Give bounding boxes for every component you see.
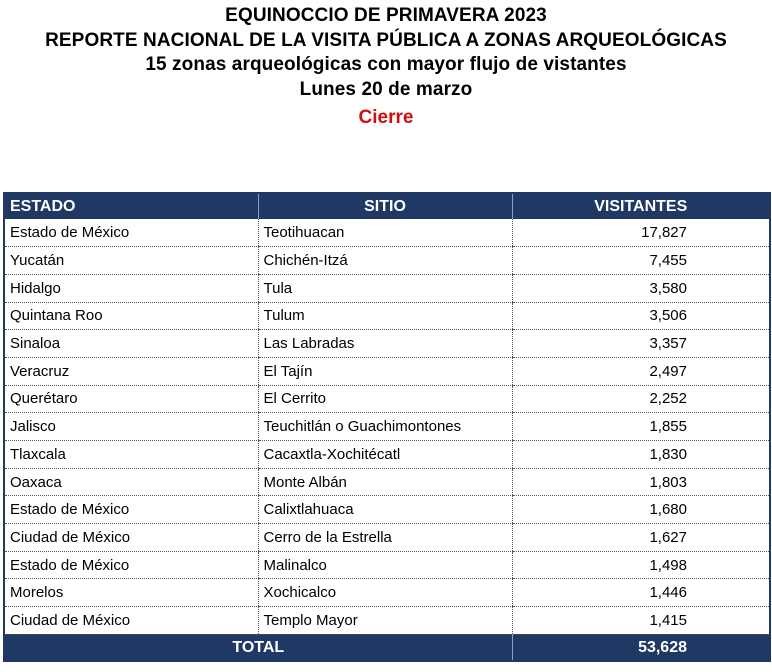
report-header (0, 0, 772, 132)
cell-visitantes: 7,455 (512, 247, 770, 275)
cell-estado: Veracruz (4, 357, 258, 385)
cell-visitantes: 3,580 (512, 274, 770, 302)
cell-visitantes: 1,680 (512, 496, 770, 524)
table-row (4, 551, 770, 579)
column-header-estado: ESTADO (4, 193, 258, 219)
cell-visitantes: 1,830 (512, 441, 770, 469)
cell-sitio: Templo Mayor (258, 607, 512, 635)
table-row (4, 274, 770, 302)
cell-estado: Estado de México (4, 551, 258, 579)
cell-sitio: Cacaxtla-Xochitécatl (258, 441, 512, 469)
cell-estado: Morelos (4, 579, 258, 607)
table-row (4, 330, 770, 358)
table-row (4, 579, 770, 607)
cell-visitantes: 3,506 (512, 302, 770, 330)
cell-estado: Ciudad de México (4, 524, 258, 552)
table-header-row (4, 193, 770, 219)
table-row (4, 413, 770, 441)
table-row (4, 385, 770, 413)
total-value: 53,628 (512, 634, 770, 661)
cell-sitio: Xochicalco (258, 579, 512, 607)
cell-sitio: Tulum (258, 302, 512, 330)
column-header-sitio: SITIO (258, 193, 512, 219)
total-row (4, 634, 770, 661)
table-row (4, 441, 770, 469)
table-row (4, 357, 770, 385)
cell-visitantes: 17,827 (512, 219, 770, 247)
cell-sitio: Teotihuacan (258, 219, 512, 247)
cell-estado: Querétaro (4, 385, 258, 413)
table-row (4, 468, 770, 496)
report-date: Lunes 20 de marzo (299, 78, 473, 100)
cell-estado: Tlaxcala (4, 441, 258, 469)
report-subtitle: REPORTE NACIONAL DE LA VISITA PÚBLICA A ZONAS ARQUEOLÓGICAS (45, 29, 727, 51)
cell-sitio: Calixtlahuaca (258, 496, 512, 524)
status-label: Cierre (358, 107, 414, 128)
cell-estado: Estado de México (4, 496, 258, 524)
cell-sitio: El Tajín (258, 357, 512, 385)
cell-sitio: Las Labradas (258, 330, 512, 358)
cell-sitio: Cerro de la Estrella (258, 524, 512, 552)
cell-sitio: El Cerrito (258, 385, 512, 413)
table-row (4, 247, 770, 275)
table-row (4, 302, 770, 330)
cell-estado: Yucatán (4, 247, 258, 275)
cell-visitantes: 2,252 (512, 385, 770, 413)
cell-estado: Ciudad de México (4, 607, 258, 635)
cell-visitantes: 1,803 (512, 468, 770, 496)
cell-sitio: Malinalco (258, 551, 512, 579)
cell-visitantes: 3,357 (512, 330, 770, 358)
cell-estado: Oaxaca (4, 468, 258, 496)
cell-sitio: Monte Albán (258, 468, 512, 496)
table-row (4, 524, 770, 552)
table-row (4, 607, 770, 635)
cell-estado: Quintana Roo (4, 302, 258, 330)
table-row (4, 219, 770, 247)
cell-estado: Hidalgo (4, 274, 258, 302)
cell-visitantes: 1,446 (512, 579, 770, 607)
cell-visitantes: 2,497 (512, 357, 770, 385)
visitors-table (3, 192, 771, 662)
column-header-visitantes: VISITANTES (512, 193, 770, 219)
total-label: TOTAL (4, 634, 512, 661)
table-row (4, 496, 770, 524)
cell-sitio: Teuchitlán o Guachimontones (258, 413, 512, 441)
report-title: EQUINOCCIO DE PRIMAVERA 2023 (225, 5, 547, 26)
cell-visitantes: 1,498 (512, 551, 770, 579)
cell-visitantes: 1,627 (512, 524, 770, 552)
cell-visitantes: 1,415 (512, 607, 770, 635)
cell-estado: Estado de México (4, 219, 258, 247)
report-description: 15 zonas arqueológicas con mayor flujo de vistantes (145, 54, 627, 75)
cell-sitio: Tula (258, 274, 512, 302)
cell-estado: Jalisco (4, 413, 258, 441)
cell-sitio: Chichén-Itzá (258, 247, 512, 275)
cell-visitantes: 1,855 (512, 413, 770, 441)
table-body (4, 219, 770, 634)
cell-estado: Sinaloa (4, 330, 258, 358)
